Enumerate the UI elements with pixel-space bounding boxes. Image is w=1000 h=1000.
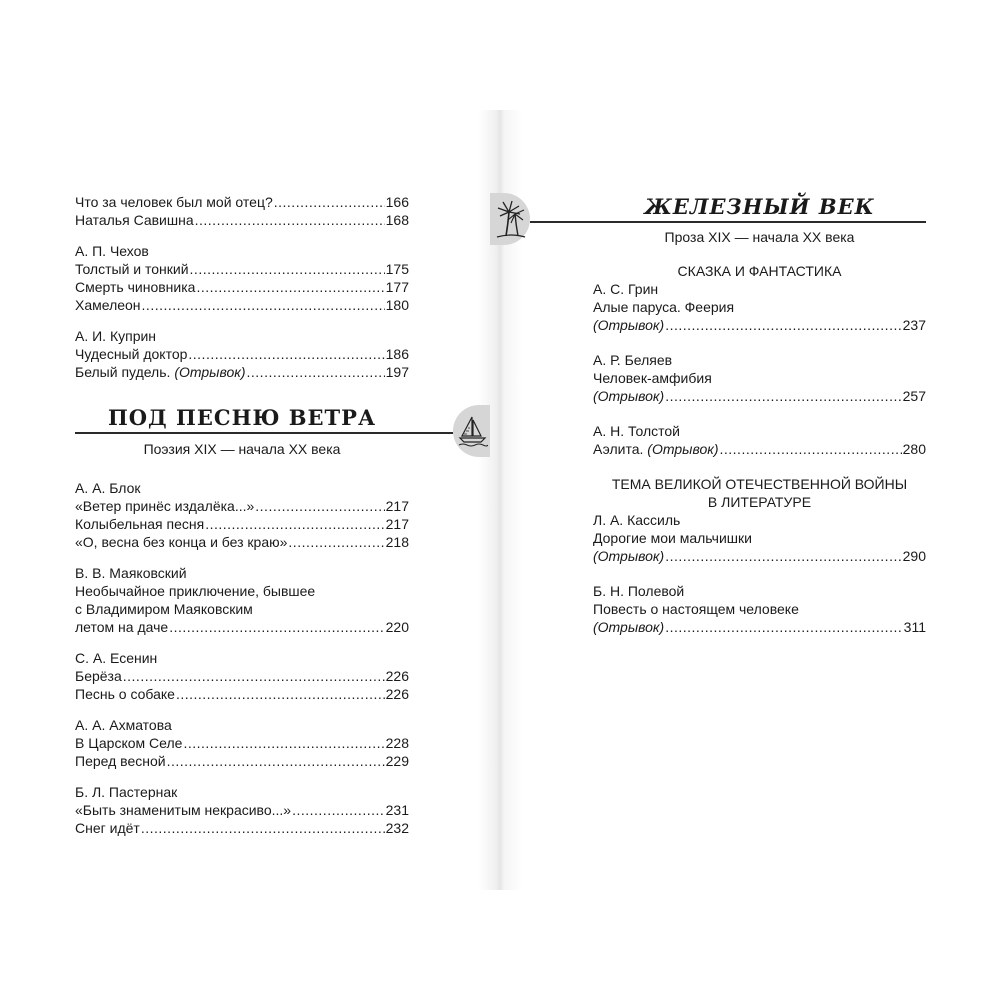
- palm-tree-icon: [494, 198, 528, 240]
- toc-entry: «Ветер принёс издалёка...» ..... 217: [75, 497, 409, 515]
- section-title: ПОД ПЕСНЮ ВЕТРА: [107, 405, 377, 430]
- toc-column-right: [593, 262, 926, 636]
- toc-entry: (Отрывок) ..... 237: [593, 316, 926, 334]
- toc-entry-line: Алые паруса. Феерия: [593, 299, 735, 315]
- toc-entry: летом на даче ..... 220: [75, 618, 409, 636]
- left-page: [0, 0, 490, 1000]
- toc-entry: (Отрывок) ..... 257: [593, 387, 926, 405]
- author-name: Б. Л. Пастернак: [75, 784, 178, 800]
- toc-entry-line: Необычайное приключение, бывшее: [75, 583, 316, 599]
- section-tab: [490, 193, 530, 245]
- author-name: А. П. Чехов: [75, 243, 149, 259]
- toc-entry: «Быть знаменитым некрасиво...» ..... 231: [75, 801, 409, 819]
- toc-entry: (Отрывок) ..... 290: [593, 547, 926, 565]
- right-page: [490, 0, 1000, 1000]
- author-name: А. Н. Толстой: [593, 423, 680, 439]
- author-name: А. А. Блок: [75, 480, 141, 496]
- toc-entry: Что за человек был мой отец? ..... 166: [75, 193, 409, 211]
- toc-entry: «О, весна без конца и без краю» ..... 218: [75, 533, 409, 551]
- toc-entry: В Царском Селе ..... 228: [75, 734, 409, 752]
- toc-column-top: [75, 193, 409, 381]
- toc-entry-line: с Владимиром Маяковским: [75, 601, 253, 617]
- subsection-title: СКАЗКА И ФАНТАСТИКА: [677, 263, 842, 279]
- toc-entry: (Отрывок) ..... 311: [593, 618, 926, 636]
- toc-entry: Песнь о собаке ..... 226: [75, 685, 409, 703]
- author-name: А. Р. Беляев: [593, 352, 673, 368]
- toc-entry: Перед весной ..... 229: [75, 752, 409, 770]
- section-rule: [530, 221, 926, 223]
- section-subtitle: Проза XIX — начала XX века: [664, 229, 855, 245]
- subsection-title: В ЛИТЕРАТУРЕ: [707, 494, 812, 510]
- toc-entry: Белый пудель. (Отрывок) ..... 197: [75, 363, 409, 381]
- author-name: А. А. Ахматова: [75, 717, 172, 733]
- toc-entry: Чудесный доктор ..... 186: [75, 345, 409, 363]
- section-rule: [75, 432, 453, 434]
- author-name: С. А. Есенин: [75, 650, 158, 666]
- dot-leader: [195, 211, 385, 229]
- toc-entry: Смерть чиновника ..... 177: [75, 278, 409, 296]
- author-name: Л. А. Кассиль: [593, 512, 681, 528]
- section-title: ЖЕЛЕЗНЫЙ ВЕК: [644, 194, 875, 219]
- author-name: А. С. Грин: [593, 281, 659, 297]
- toc-entry: Берёза ..... 226: [75, 667, 409, 685]
- toc-entry-line: Повесть о настоящем человеке: [593, 601, 799, 617]
- author-name: В. В. Маяковский: [75, 565, 187, 581]
- section-subtitle: Поэзия XIX — начала XX века: [143, 441, 341, 457]
- section-tab: [453, 405, 490, 457]
- toc-entry-line: Дорогие мои мальчишки: [593, 530, 752, 546]
- toc-entry: Колыбельная песня ..... 217: [75, 515, 409, 533]
- sailboat-icon: [458, 414, 488, 448]
- author-name: Б. Н. Полевой: [593, 583, 685, 599]
- toc-entry: Наталья Савишна ..... 168: [75, 211, 409, 229]
- toc-entry: Хамелеон ..... 180: [75, 296, 409, 314]
- subsection-title: ТЕМА ВЕЛИКОЙ ОТЕЧЕСТВЕННОЙ ВОЙНЫ: [611, 476, 908, 492]
- toc-column-bottom: [75, 479, 409, 837]
- toc-entry: Снег идёт ..... 232: [75, 819, 409, 837]
- toc-entry-line: Человек-амфибия: [593, 370, 712, 386]
- dot-leader: [274, 193, 385, 211]
- toc-entry: Аэлита. (Отрывок) ..... 280: [593, 440, 926, 458]
- author-name: А. И. Куприн: [75, 328, 157, 344]
- toc-entry: Толстый и тонкий ..... 175: [75, 260, 409, 278]
